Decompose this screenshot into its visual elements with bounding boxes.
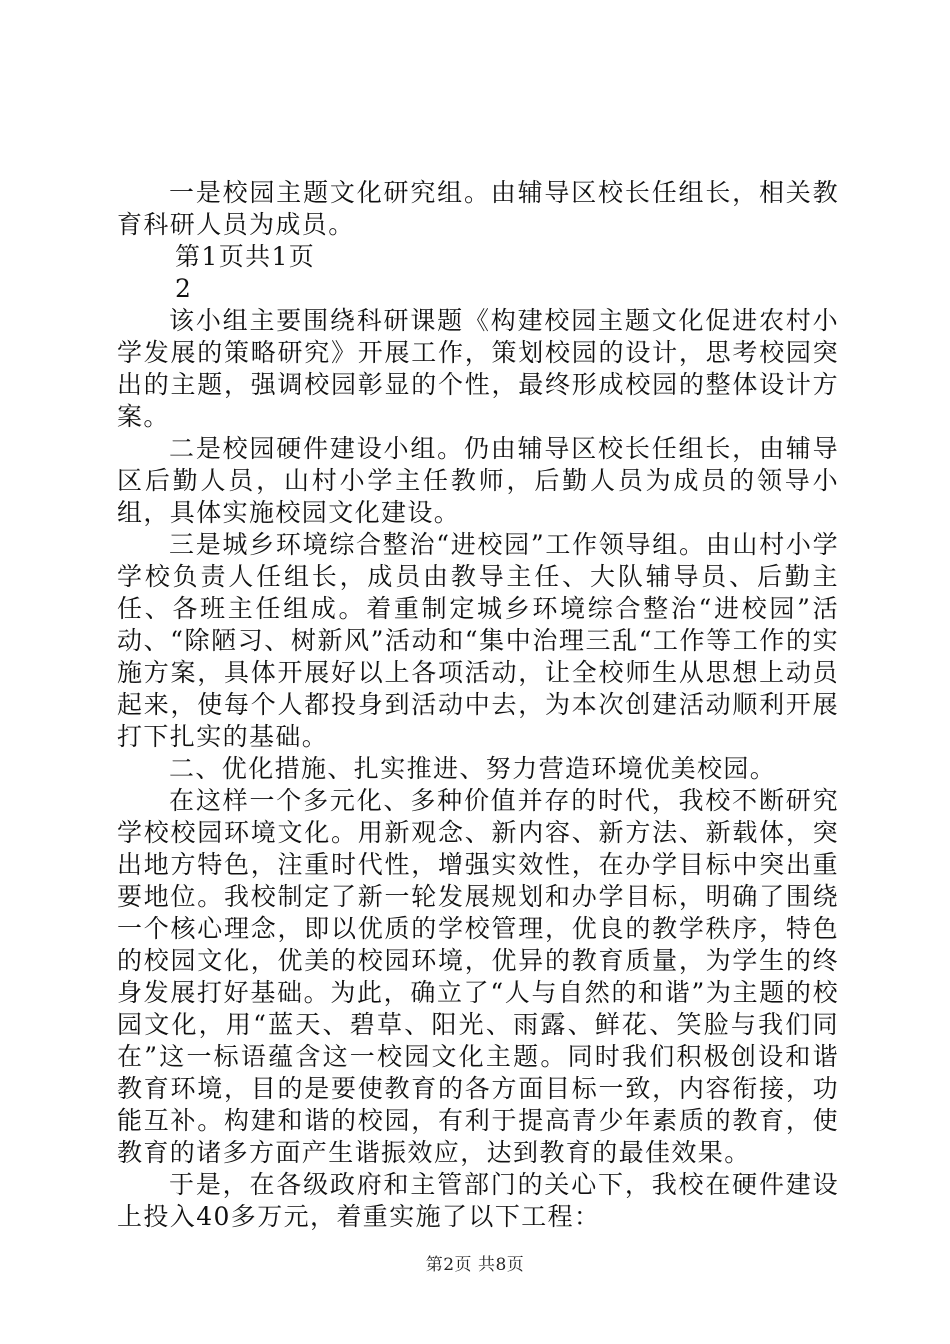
section-heading-optimize: 二、优化措施、扎实推进、努力营造环境优美校园。	[169, 754, 777, 783]
page-footer: 第2页 共8页	[425, 1255, 525, 1275]
inline-page-number: 2	[175, 274, 193, 303]
paragraph-hardware-group: 二是校园硬件建设小组。仍由辅导区校长任组长，由辅导区后勤人员，山村小学主任教师，后勤人员为成员的领导小组，具体实施校园文化建设。	[117, 434, 839, 527]
paragraph-research-group: 一是校园主题文化研究组。由辅导区校长任组长，相关教育科研人员为成员。	[117, 178, 839, 239]
paragraph-campus-culture: 在这样一个多元化、多种价值并存的时代，我校不断研究学校校园环境文化。用新观念、新内容、新方法、新载体，突出地方特色，注重时代性，增强实效性，在办学目标中突出重要地位。我校制定了新一轮发展规划和办学目标，明确了围绕一个核心理念，即以优质的学校管理，优良的教学秩序，特色的校园文化，优美的校园环境，优异的教育质量，为学生的终身发展打好基础。为此，确立了“人与自然的和谐”为主题的校园文化，用“蓝天、碧草、阳光、雨露、鲜花、笑脸与我们同在”这一标语蕴含这一校园文化主题。同时我们积极创设和谐教育环境，目的是要使教育的各方面目标一致，内容衔接，功能互补。构建和谐的校园，有利于提高青少年素质的教育，使教育的诸多方面产生谐振效应，达到教育的最佳效果。	[117, 786, 839, 1167]
paragraph-environment-group: 三是城乡环境综合整治“进校园”工作领导组。由山村小学学校负责人任组长，成员由教导主任、大队辅导员、后勤主任、各班主任组成。着重制定城乡环境综合整治“进校园”活动、“除陋习、树新风”活动和“集中治理三乱“工作等工作的实施方案，具体开展好以上各项活动，让全校师生从思想上动员起来，使每个人都投身到活动中去，为本次创建活动顺利开展打下扎实的基础。	[117, 530, 839, 751]
paragraph-investment: 于是，在各级政府和主管部门的关心下，我校在硬件建设上投入40多万元，着重实施了以下工程：	[117, 1170, 839, 1231]
document-body	[117, 177, 839, 1233]
paragraph-group-work: 该小组主要围绕科研课题《构建校园主题文化促进农村小学发展的策略研究》开展工作，策划校园的设计，思考校园突出的主题，强调校园彰显的个性，最终形成校园的整体设计方案。	[117, 306, 839, 431]
inline-page-mark: 第1页共1页	[175, 242, 316, 271]
